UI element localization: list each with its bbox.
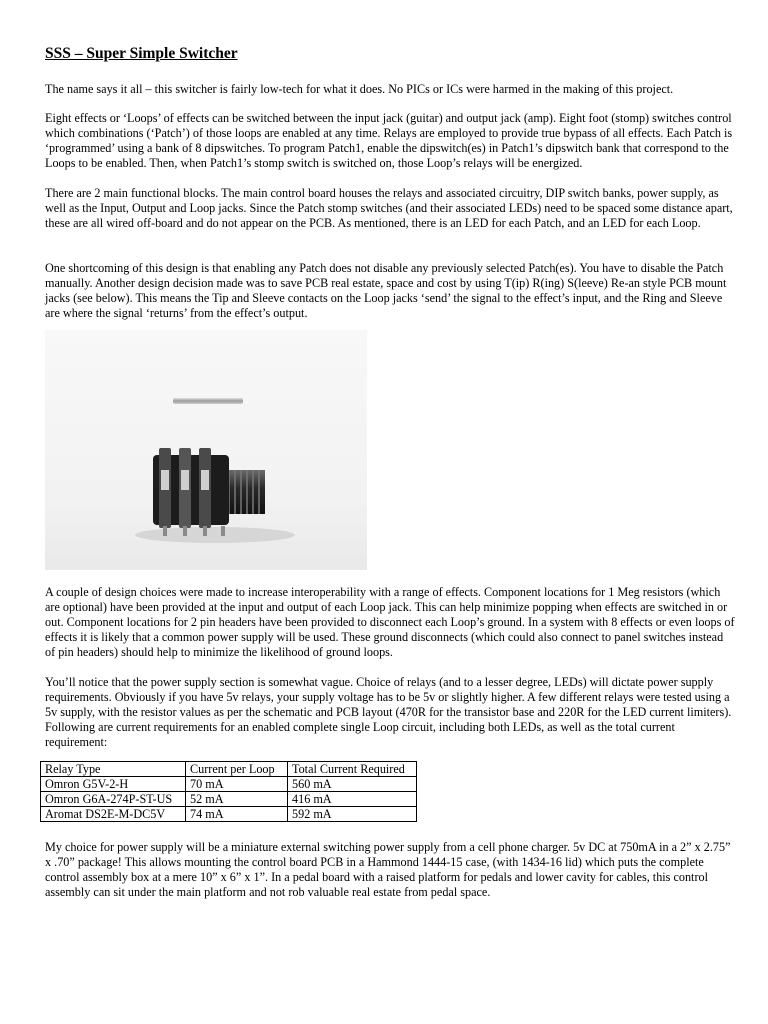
functional-blocks-paragraph: There are 2 main functional blocks. The main control board houses the relays and associated circuitry, DIP switch banks, power supply, as well as the Input, Output and Loop jacks. Since the Patch stomp switches (and their associated LEDs) need to be spaced some distance apart, these are all wired off-board and do not appear on the PCB. As mentioned, there is an LED for each Patch, and an LED for each Loop.	[45, 186, 733, 230]
intro-paragraph: The name says it all – this switcher is fairly low-tech for what it does. No PICs or ICs were harmed in the making of this project.	[45, 82, 674, 96]
page-title: SSS – Super Simple Switcher	[45, 45, 238, 62]
table-cell: Aromat DS2E-M-DC5V	[41, 807, 186, 822]
loops-paragraph: Eight effects or ‘Loops’ of effects can be switched between the input jack (guitar) and output jack (amp). Eight foot (stomp) switches control which combinations (‘Patch’) of those loops are enabled at any time. Relays are employed to provide true bypass of all effects. Each Patch is ‘programmed’ using a bank of 8 dipswitches. To program Patch1, enable the dipswitch(es) in Patch1’s dipswitch bank that correspond to the Loops to be enabled. Then, when Patch1’s stomp switch is switched on, those Loop’s relays will be energized.	[45, 111, 733, 170]
table-cell: 70 mA	[186, 777, 288, 792]
header-current-per-loop: Current per Loop	[186, 762, 288, 777]
table-row	[41, 807, 417, 822]
table-cell: 74 mA	[186, 807, 288, 822]
design-choices-paragraph: A couple of design choices were made to increase interoperability with a range of effects. Component locations for 1 Meg resistors (which are optional) have been provided at the input and output of each Loop jack. This can help minimize popping when effects are switched in or out. Component locations for 2 pin headers have been provided to disconnect each Loop’s ground. In a system with 8 effects or even loops of effects it is likely that a common power supply will be used. These ground disconnects (which could also connect to panel switches instead of pin headers) should help to minimize the likelihood of ground loops.	[45, 585, 735, 659]
table-cell: 52 mA	[186, 792, 288, 807]
table-row	[41, 777, 417, 792]
power-supply-paragraph: You’ll notice that the power supply section is somewhat vague. Choice of relays (and to a lesser degree, LEDs) will dictate power supply requirements. Obviously if you have 5v relays, your supply voltage has to be 5v or slightly higher. A few different relays were tested using a 5v supply, with the resistor values as per the schematic and PCB layout (470R for the transistor base and 220R for the LED current limiters). Following are current requirements for an enabled complete single Loop circuit, including both LEDs, as well as the total current requirement:	[45, 675, 732, 749]
trs-jack-photo	[45, 330, 367, 570]
table-cell: 416 mA	[288, 792, 417, 807]
power-choice-paragraph: My choice for power supply will be a miniature external switching power supply from a cell phone charger. 5v DC at 750mA in a 2” x 2.75” x .70” package! This allows mounting the control board PCB in a Hammond 1444-15 case, (with 1434-16 lid) which puts the complete control assembly box at a mere 10” x 6” x 1”. In a pedal board with a raised platform for pedals and lower cavity for cables, this control assembly can sit under the main platform and not rob valuable real estate from pedal space.	[45, 840, 731, 899]
table-row	[41, 792, 417, 807]
header-relay-type: Relay Type	[41, 762, 186, 777]
table-cell: 592 mA	[288, 807, 417, 822]
table-cell: Omron G5V-2-H	[41, 777, 186, 792]
table-header-row	[41, 762, 417, 777]
relay-current-table	[40, 761, 417, 822]
header-total-current: Total Current Required	[288, 762, 417, 777]
table-cell: Omron G6A-274P-ST-US	[41, 792, 186, 807]
table-cell: 560 mA	[288, 777, 417, 792]
shortcoming-paragraph: One shortcoming of this design is that enabling any Patch does not disable any previously selected Patch(es). You have to disable the Patch manually. Another design decision made was to save PCB real estate, space and cost by using T(ip) R(ing) S(leeve) Re-an style PCB mount jacks (see below). This means the Tip and Sleeve contacts on the Loop jacks ‘send’ the signal to the effect’s input, and the Ring and Sleeve are where the signal ‘returns’ from the effect’s output.	[45, 261, 727, 320]
